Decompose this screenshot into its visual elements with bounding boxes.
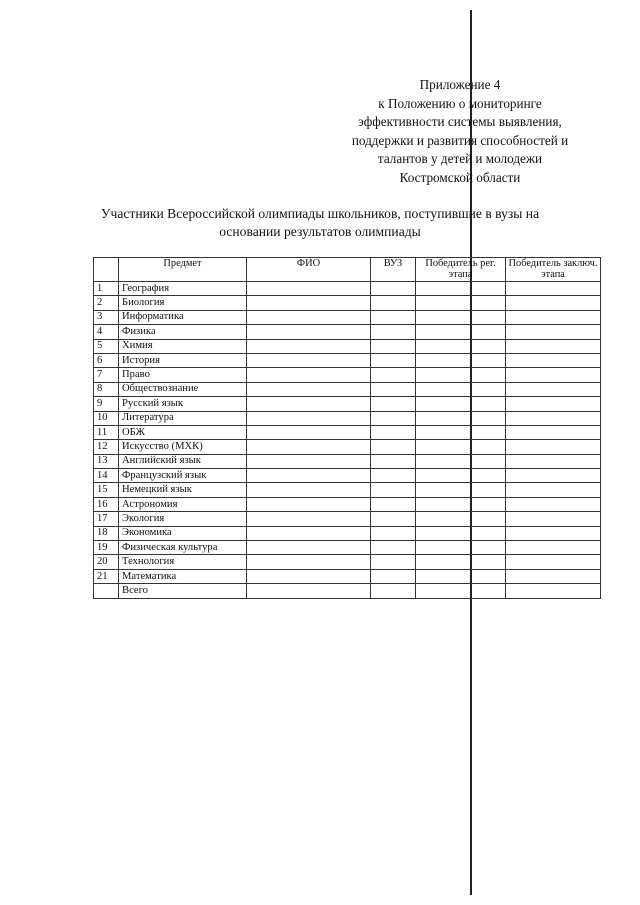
- row-subject: Химия: [119, 339, 247, 353]
- row-regional-winner: [416, 339, 506, 353]
- appendix-line: эффективности системы выявления,: [358, 114, 562, 129]
- row-vuz: [371, 440, 416, 454]
- table-row: [94, 310, 601, 324]
- row-vuz: [371, 382, 416, 396]
- row-subject: Всего: [119, 584, 247, 598]
- row-vuz: [371, 512, 416, 526]
- row-regional-winner: [416, 512, 506, 526]
- table-row: [94, 526, 601, 540]
- row-subject: Физическая культура: [119, 541, 247, 555]
- row-final-winner: [506, 569, 601, 583]
- row-fio: [247, 440, 371, 454]
- row-subject: Экология: [119, 512, 247, 526]
- document-title: [80, 205, 560, 241]
- row-num: 5: [94, 339, 119, 353]
- row-vuz: [371, 282, 416, 296]
- row-num: 20: [94, 555, 119, 569]
- row-regional-winner: [416, 325, 506, 339]
- row-fio: [247, 339, 371, 353]
- row-vuz: [371, 310, 416, 324]
- row-regional-winner: [416, 425, 506, 439]
- row-subject: Литература: [119, 411, 247, 425]
- row-final-winner: [506, 512, 601, 526]
- row-final-winner: [506, 497, 601, 511]
- row-subject: Физика: [119, 325, 247, 339]
- row-num: [94, 584, 119, 598]
- row-final-winner: [506, 353, 601, 367]
- row-fio: [247, 325, 371, 339]
- table-row: [94, 353, 601, 367]
- table-row: [94, 411, 601, 425]
- row-vuz: [371, 397, 416, 411]
- title-line: основании результатов олимпиады: [219, 224, 421, 239]
- row-fio: [247, 497, 371, 511]
- row-vuz: [371, 411, 416, 425]
- table-row: [94, 339, 601, 353]
- appendix-line: талантов у детей и молодежи: [377, 151, 543, 166]
- olympiad-table: [93, 257, 601, 599]
- row-vuz: [371, 339, 416, 353]
- header-num: [94, 258, 119, 282]
- row-subject: Информатика: [119, 310, 247, 324]
- row-vuz: [371, 541, 416, 555]
- row-final-winner: [506, 440, 601, 454]
- table-row: [94, 483, 601, 497]
- row-fio: [247, 526, 371, 540]
- row-regional-winner: [416, 353, 506, 367]
- row-fio: [247, 296, 371, 310]
- row-regional-winner: [416, 497, 506, 511]
- row-regional-winner: [416, 569, 506, 583]
- appendix-line: поддержки и развития способностей и: [351, 132, 569, 148]
- table-row: [94, 440, 601, 454]
- appendix-line: Костромской области: [399, 169, 521, 185]
- row-num: 10: [94, 411, 119, 425]
- row-vuz: [371, 497, 416, 511]
- row-fio: [247, 368, 371, 382]
- row-final-winner: [506, 425, 601, 439]
- row-vuz: [371, 555, 416, 569]
- row-regional-winner: [416, 397, 506, 411]
- row-regional-winner: [416, 541, 506, 555]
- row-fio: [247, 397, 371, 411]
- row-vuz: [371, 325, 416, 339]
- row-regional-winner: [416, 584, 506, 598]
- row-num: 17: [94, 512, 119, 526]
- header-regional-winner: [416, 258, 506, 282]
- row-subject: Математика: [119, 569, 247, 583]
- row-vuz: [371, 483, 416, 497]
- row-vuz: [371, 353, 416, 367]
- row-regional-winner: [416, 382, 506, 396]
- table-row: [94, 382, 601, 396]
- row-subject: ОБЖ: [119, 425, 247, 439]
- row-num: 15: [94, 483, 119, 497]
- row-regional-winner: [416, 368, 506, 382]
- row-num: 8: [94, 382, 119, 396]
- row-subject: Астрономия: [119, 497, 247, 511]
- row-vuz: [371, 584, 416, 598]
- header-final-winner-text: Победитель заключ. этапа: [508, 258, 598, 280]
- row-fio: [247, 483, 371, 497]
- table-row: [94, 569, 601, 583]
- table-header-row: [94, 258, 601, 282]
- row-fio: [247, 382, 371, 396]
- row-num: 3: [94, 310, 119, 324]
- row-num: 12: [94, 440, 119, 454]
- row-final-winner: [506, 325, 601, 339]
- row-final-winner: [506, 483, 601, 497]
- row-final-winner: [506, 397, 601, 411]
- table-row: [94, 425, 601, 439]
- table-row: [94, 397, 601, 411]
- row-final-winner: [506, 310, 601, 324]
- table-row: [94, 325, 601, 339]
- row-fio: [247, 569, 371, 583]
- table-row: [94, 469, 601, 483]
- row-num: 14: [94, 469, 119, 483]
- table-row: [94, 541, 601, 555]
- row-final-winner: [506, 411, 601, 425]
- row-num: 7: [94, 368, 119, 382]
- row-subject: Обществознание: [119, 382, 247, 396]
- row-num: 11: [94, 425, 119, 439]
- row-fio: [247, 469, 371, 483]
- row-vuz: [371, 569, 416, 583]
- header-vuz: ВУЗ: [371, 258, 416, 282]
- row-regional-winner: [416, 310, 506, 324]
- row-regional-winner: [416, 296, 506, 310]
- table-row: [94, 282, 601, 296]
- row-vuz: [371, 469, 416, 483]
- row-subject: Технология: [119, 555, 247, 569]
- header-final-winner: [506, 258, 601, 282]
- row-num: 16: [94, 497, 119, 511]
- header-regional-winner-text: Победитель рег. этапа: [425, 258, 496, 280]
- title-line: Участники Всероссийской олимпиады школьников, поступившие в вузы на: [100, 206, 540, 221]
- row-regional-winner: [416, 483, 506, 497]
- row-num: 18: [94, 526, 119, 540]
- table-row: [94, 555, 601, 569]
- row-num: 1: [94, 282, 119, 296]
- row-fio: [247, 282, 371, 296]
- row-final-winner: [506, 282, 601, 296]
- row-num: 21: [94, 569, 119, 583]
- row-final-winner: [506, 526, 601, 540]
- appendix-note: [300, 76, 620, 187]
- row-num: 4: [94, 325, 119, 339]
- row-subject: Экономика: [119, 526, 247, 540]
- appendix-line: к Положению о мониторинге: [378, 95, 542, 111]
- row-regional-winner: [416, 454, 506, 468]
- row-regional-winner: [416, 282, 506, 296]
- row-final-winner: [506, 555, 601, 569]
- row-subject: Искусство (МХК): [119, 440, 247, 454]
- row-subject: Немецкий язык: [119, 483, 247, 497]
- row-subject: Биология: [119, 296, 247, 310]
- row-regional-winner: [416, 469, 506, 483]
- row-fio: [247, 454, 371, 468]
- header-subject: Предмет: [119, 258, 247, 282]
- row-fio: [247, 411, 371, 425]
- row-fio: [247, 425, 371, 439]
- table-row: [94, 497, 601, 511]
- row-vuz: [371, 454, 416, 468]
- row-regional-winner: [416, 555, 506, 569]
- row-fio: [247, 310, 371, 324]
- row-fio: [247, 512, 371, 526]
- row-vuz: [371, 368, 416, 382]
- row-final-winner: [506, 368, 601, 382]
- row-regional-winner: [416, 411, 506, 425]
- table-row: [94, 296, 601, 310]
- row-final-winner: [506, 339, 601, 353]
- row-vuz: [371, 296, 416, 310]
- row-num: 2: [94, 296, 119, 310]
- row-fio: [247, 555, 371, 569]
- row-subject: География: [119, 282, 247, 296]
- table-row: [94, 454, 601, 468]
- row-fio: [247, 584, 371, 598]
- row-final-winner: [506, 296, 601, 310]
- row-num: 19: [94, 541, 119, 555]
- row-subject: Английский язык: [119, 454, 247, 468]
- row-fio: [247, 541, 371, 555]
- row-vuz: [371, 526, 416, 540]
- row-subject: История: [119, 353, 247, 367]
- row-final-winner: [506, 541, 601, 555]
- row-final-winner: [506, 584, 601, 598]
- row-vuz: [371, 425, 416, 439]
- row-subject: Французский язык: [119, 469, 247, 483]
- row-subject: Русский язык: [119, 397, 247, 411]
- row-regional-winner: [416, 526, 506, 540]
- row-final-winner: [506, 469, 601, 483]
- table-row: [94, 368, 601, 382]
- row-regional-winner: [416, 440, 506, 454]
- table-row: [94, 584, 601, 598]
- row-num: 9: [94, 397, 119, 411]
- row-num: 13: [94, 454, 119, 468]
- row-num: 6: [94, 353, 119, 367]
- appendix-line: Приложение 4: [419, 77, 501, 92]
- row-fio: [247, 353, 371, 367]
- row-final-winner: [506, 382, 601, 396]
- header-fio: ФИО: [247, 258, 371, 282]
- table-row: [94, 512, 601, 526]
- row-final-winner: [506, 454, 601, 468]
- row-subject: Право: [119, 368, 247, 382]
